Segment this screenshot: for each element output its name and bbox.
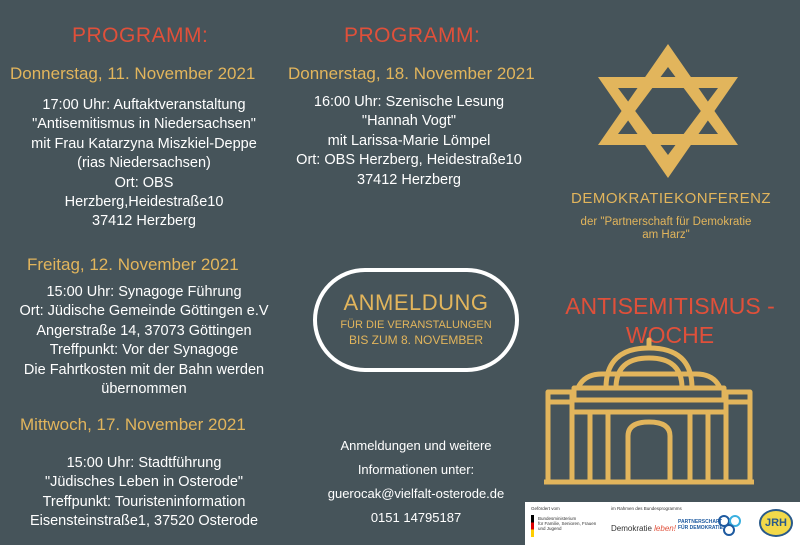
registration-deadline: BIS ZUM 8. NOVEMBER [348, 333, 484, 347]
program-heading-1: PROGRAMM: [72, 24, 209, 47]
ministry-name [538, 516, 596, 531]
event-line: Ort: OBS [114, 174, 174, 191]
program-frame-label: im Rahmen des Bundesprogramms [611, 506, 682, 511]
demokratie-text: Demokratie [611, 524, 652, 533]
federal-eagle-icon [531, 515, 534, 537]
synagogue-icon [544, 336, 754, 486]
program-heading-2: PROGRAMM: [344, 24, 481, 47]
event-line: 17:00 Uhr: Auftaktveranstaltung [42, 97, 246, 113]
event-line: 15:00 Uhr: Synagoge Führung [46, 284, 242, 300]
event-day: Donnerstag, 11. November 2021 [10, 64, 256, 83]
event-line: Herzberg,Heidestraße10 [64, 194, 224, 211]
event-line: "Jüdisches Leben in Osterode" [44, 474, 244, 491]
subtitle-line: der "Partnerschaft für Demokratie [580, 216, 752, 228]
event-line: Ort: OBS Herzberg, Heidestraße10 [296, 152, 522, 169]
event-line: 16:00 Uhr: Szenische Lesung [313, 94, 505, 110]
demokratie-leben-logo [611, 524, 676, 533]
event-details [284, 93, 534, 190]
event-line: Eisensteinstraße1, 37520 Osterode [29, 513, 259, 530]
registration-badge [313, 268, 519, 372]
event-line: Die Fahrtkosten mit der Bahn werden [23, 361, 265, 378]
jrh-logo: JRH [759, 509, 793, 537]
registration-line: FÜR DIE VERANSTALUNGEN [340, 319, 492, 331]
event-line: mit Frau Katarzyna Miszkiel-Deppe [31, 135, 257, 152]
event-line: 15:00 Uhr: Stadtführung [66, 455, 222, 471]
conference-title: DEMOKRATIEKONFERENZ [571, 190, 772, 207]
event-line: 37412 Herzberg [92, 213, 196, 230]
event-line: mit Larissa-Marie Lömpel [327, 132, 491, 149]
conference-subtitle [560, 216, 772, 242]
week-title-line: ANTISEMITISMUS - [565, 293, 775, 319]
event-line: Treffpunkt: Touristeninformation [42, 493, 246, 510]
event-line: Angerstraße 14, 37073 Göttingen [36, 322, 252, 339]
ministry-line: und Jugend [538, 526, 562, 531]
star-of-david-icon [592, 42, 744, 180]
partnerschaft-line: PARTNERSCHAFT [678, 519, 723, 525]
partnerschaft-icon [717, 513, 743, 537]
week-title-line: WOCHE [625, 322, 715, 348]
event-line: "Hannah Vogt" [361, 113, 457, 130]
event-day: Mittwoch, 17. November 2021 [20, 415, 246, 434]
partnerschaft-line: FÜR DEMOKRATIE [678, 525, 723, 531]
event-details [0, 454, 288, 532]
leben-text: leben! [654, 524, 676, 533]
event-line: übernommen [101, 381, 187, 398]
event-details [0, 283, 288, 399]
event-line: "Antisemitismus in Niedersachsen" [32, 116, 256, 133]
event-line: Treffpunkt: Vor der Synagoge [49, 342, 239, 359]
ministry-line: Bundesministerium [538, 516, 577, 521]
contact-line: Informationen unter: [357, 462, 475, 477]
event-line: Ort: Jüdische Gemeinde Göttingen e.V [19, 303, 269, 320]
ministry-line: für Familie, Senioren, Frauen [538, 521, 597, 526]
event-line: 37412 Herzberg [357, 171, 461, 188]
event-day: Freitag, 12. November 2021 [27, 255, 239, 274]
contact-phone[interactable]: 0151 14795187 [370, 510, 462, 525]
sponsor-logos [525, 502, 800, 545]
event-line: (rias Niedersachsen) [77, 155, 211, 172]
funded-by-label: Gefördert vom [531, 506, 560, 511]
event-day: Donnerstag, 18. November 2021 [288, 64, 535, 83]
subtitle-line: am Harz" [642, 229, 690, 241]
event-details [0, 96, 288, 232]
registration-title: ANMELDUNG [343, 290, 489, 315]
contact-info [308, 434, 524, 530]
contact-email[interactable]: guerocak@vielfalt-osterode.de [327, 486, 505, 501]
contact-line: Anmeldungen und weitere [340, 438, 492, 453]
